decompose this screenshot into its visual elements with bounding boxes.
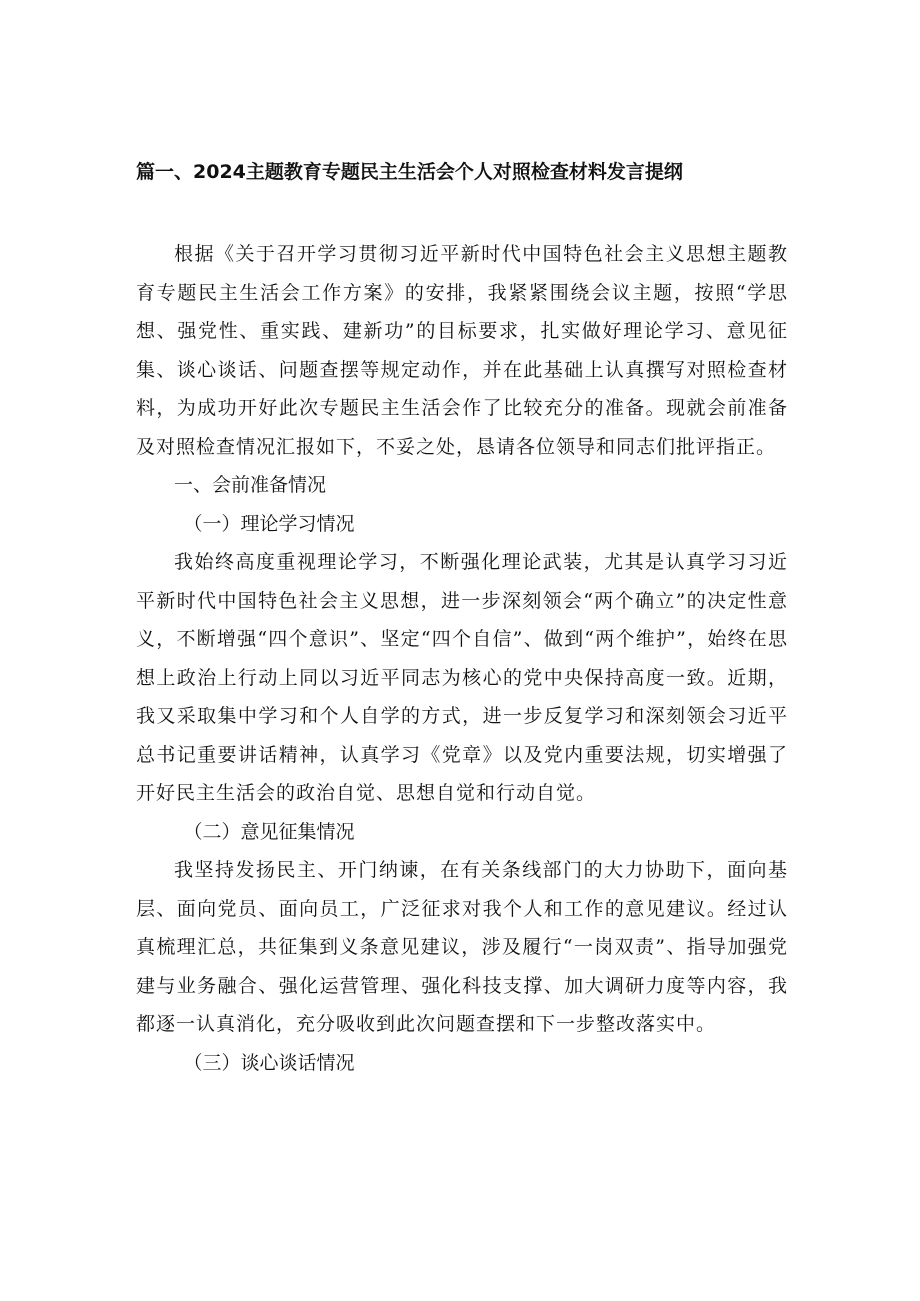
opinion-collection-paragraph: 我坚持发扬民主、开门纳谏，在有关条线部门的大力协助下，面向基层、面向党员、面向员工，广泛征求对我个人和工作的意见建议。经过认真梳理汇总，共征集到义条意见建议，涉及履行“一岗双责”、指导加强党建与业务融合、强化运营管理、强化科技支撑、加大调研力度等内容，我都逐一认真消化，充分吸收到此次问题查摆和下一步整改落实中。: [136, 859, 788, 1035]
section-heading: 一、会前准备情况: [174, 474, 327, 496]
document-body: [136, 235, 788, 1082]
subsection-heading-heart-to-heart-talk: （三）谈心谈话情况: [183, 1051, 355, 1074]
subsection-heading-theory-study: （一）理论学习情况: [183, 512, 355, 535]
theory-study-paragraph: 我始终高度重视理论学习，不断强化理论武装，尤其是认真学习习近平新时代中国特色社会主义思想，进一步深刻领会“两个确立”的决定性意义，不断增强“四个意识”、坚定“四个自信”、做到“两个维护”，始终在思想上政治上行动上同以习近平同志为核心的党中央保持高度一致。近期，我又采取集中学习和个人自学的方式，进一步反复学习和深刻领会习近平总书记重要讲话精神，认真学习《党章》以及党内重要法规，切实增强了开好民主生活会的政治自觉、思想自觉和行动自觉。: [136, 551, 788, 804]
intro-paragraph: 根据《关于召开学习贯彻习近平新时代中国特色社会主义思想主题教育专题民主生活会工作方案》的安排，我紧紧围绕会议主题，按照“学思想、强党性、重实践、建新功”的目标要求，扎实做好理论学习、意见征集、谈心谈话、问题查摆等规定动作，并在此基础上认真撰写对照检查材料，为成功开好此次专题民主生活会作了比较充分的准备。现就会前准备及对照检查情况汇报如下，不妥之处，恳请各位领导和同志们批评指正。: [136, 243, 788, 458]
subsection-heading-opinion-collection: （二）意见征集情况: [183, 820, 355, 843]
document-title: 篇一、2024主题教育专题民主生活会个人对照检查材料发言提纲: [136, 161, 683, 183]
